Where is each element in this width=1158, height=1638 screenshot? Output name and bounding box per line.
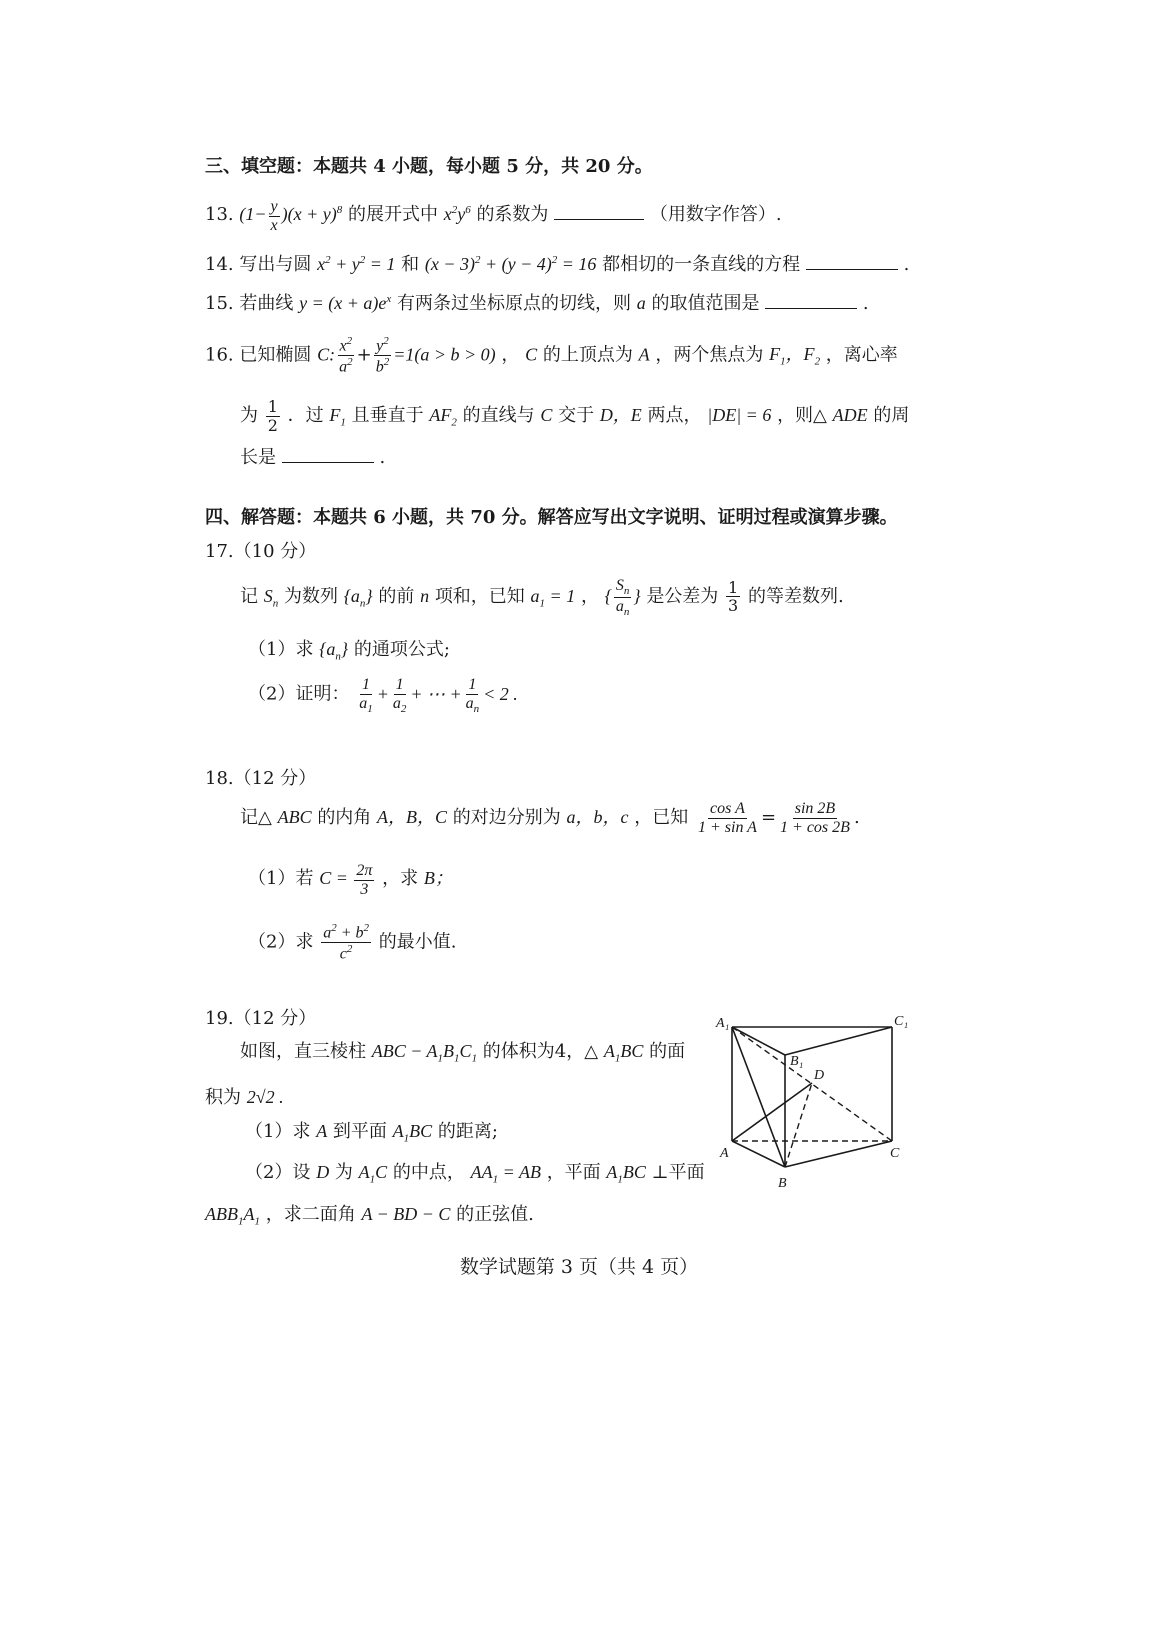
- question-16-line3: 长是 .: [240, 447, 386, 468]
- q17-number: 17.（10 分）: [205, 541, 317, 562]
- question-17-part1: （1）求 $\{a_n\}$ 的通项公式;: [248, 639, 450, 663]
- label-b1: B₁: [790, 1054, 804, 1069]
- question-19-part2-line2: $ABB_1A_1$ ，求二面角 A − BD − C 的正弦值.: [205, 1204, 534, 1228]
- edge-b1c1: [785, 1027, 892, 1055]
- label-d: D: [814, 1068, 825, 1083]
- question-19-stem: 如图，直三棱柱 ABC − $A_1B_1C_1$ 的体积为4，△ $A_1BC$ 的面: [240, 1041, 686, 1065]
- question-19-part1: （1）求 A 到平面 $A_1BC$ 的距离;: [245, 1121, 498, 1145]
- question-16: 16. 已知椭圆 C: $\frac{x^2}{a^2}$ + $\frac{y^2}{b^2}$ =1(a > b > 0) ， C 的上顶点为 A ，两个焦点为 $F_1$，$F_2$ ，离心率: [205, 335, 898, 376]
- segment-bd-hidden: [785, 1083, 812, 1167]
- label-c1: C₁: [894, 1014, 909, 1029]
- label-a: A: [720, 1146, 729, 1161]
- question-18-stem: 记△ ABC 的内角 A，B，C 的对边分别为 a，b，c ，已知 $\frac{\text{cos A}}{\text{1 + sin A}}$ = $\frac{\sin 2B}{1 + \cos 2B}$ .: [240, 800, 860, 836]
- label-b: B: [778, 1176, 787, 1191]
- edge-bc: [785, 1141, 892, 1167]
- question-15: 15. 若曲线 $y = (x + a)e^x$ 有两条过坐标原点的切线，则 a 的取值范围是 .: [205, 293, 869, 314]
- question-14: 14. 写出与圆 $x^2 + y^2 = 1$ 和 $(x - 3)^2 + (y - 4)^2 = 16$ 都相切的一条直线的方程 .: [205, 254, 910, 275]
- question-19-stem-line2: 积为 2√2 .: [205, 1087, 284, 1108]
- q18-number: 18.（12 分）: [205, 768, 317, 789]
- prism-figure: [716, 1014, 920, 1195]
- q15-answer-blank[interactable]: [765, 294, 857, 309]
- q14-answer-blank[interactable]: [806, 255, 898, 270]
- section4-heading: 四、解答题：本题共 6 小题，共 70 分。解答应写出文字说明、证明过程或演算步骤。: [205, 507, 898, 528]
- label-c: C: [890, 1146, 900, 1161]
- edge-a1b1: [732, 1027, 785, 1055]
- question-17-part2: （2）证明： $\frac{1}{a_1}$ + $\frac{1}{a_2}$ + ⋯ + $\frac{1}{a_n}$ < 2 .: [248, 676, 518, 715]
- segment-a1b: [732, 1027, 785, 1167]
- label-a1: A₁: [716, 1016, 730, 1031]
- question-17-stem: 记 $S_n$ 为数列 $\{a_n\}$ 的前 n 项和，已知 $a_1 = 1$ ， { $\frac{S_n}{a_n}$ } 是公差为 $\frac{1}{3}$ 的等差数列.: [240, 577, 844, 619]
- question-19-part2: （2）设 D 为 $A_1C$ 的中点， $AA_1$ = AB ，平面 $A_1BC$ ⊥平面: [245, 1162, 705, 1186]
- question-18-part1: （1）若 C = $\frac{2\pi}{3}$ ，求 B；: [248, 862, 453, 898]
- question-13: 13. (1− $\frac{y}{x}$ )$(x + y)^8$ 的展开式中 $x^2y^6$ 的系数为 （用数字作答）.: [205, 198, 782, 234]
- section3-heading: 三、填空题：本题共 4 小题，每小题 5 分，共 20 分。: [205, 156, 653, 177]
- q19-number: 19.（12 分）: [205, 1008, 317, 1029]
- page-footer: 数学试题第 3 页（共 4 页）: [459, 1256, 699, 1278]
- question-16-line2: 为 $\frac{1}{2}$ ．过 $F_1$ 且垂直于 $AF_2$ 的直线与 C 交于 D，E 两点， |DE| = 6 ，则△ ADE 的周: [240, 397, 910, 435]
- q13-number: 13.: [205, 204, 234, 226]
- q13-answer-blank[interactable]: [554, 205, 644, 220]
- question-18-part2: （2）求 $\frac{a^2 + b^2}{c^2}$ 的最小值.: [248, 922, 457, 963]
- q16-answer-blank[interactable]: [282, 448, 374, 463]
